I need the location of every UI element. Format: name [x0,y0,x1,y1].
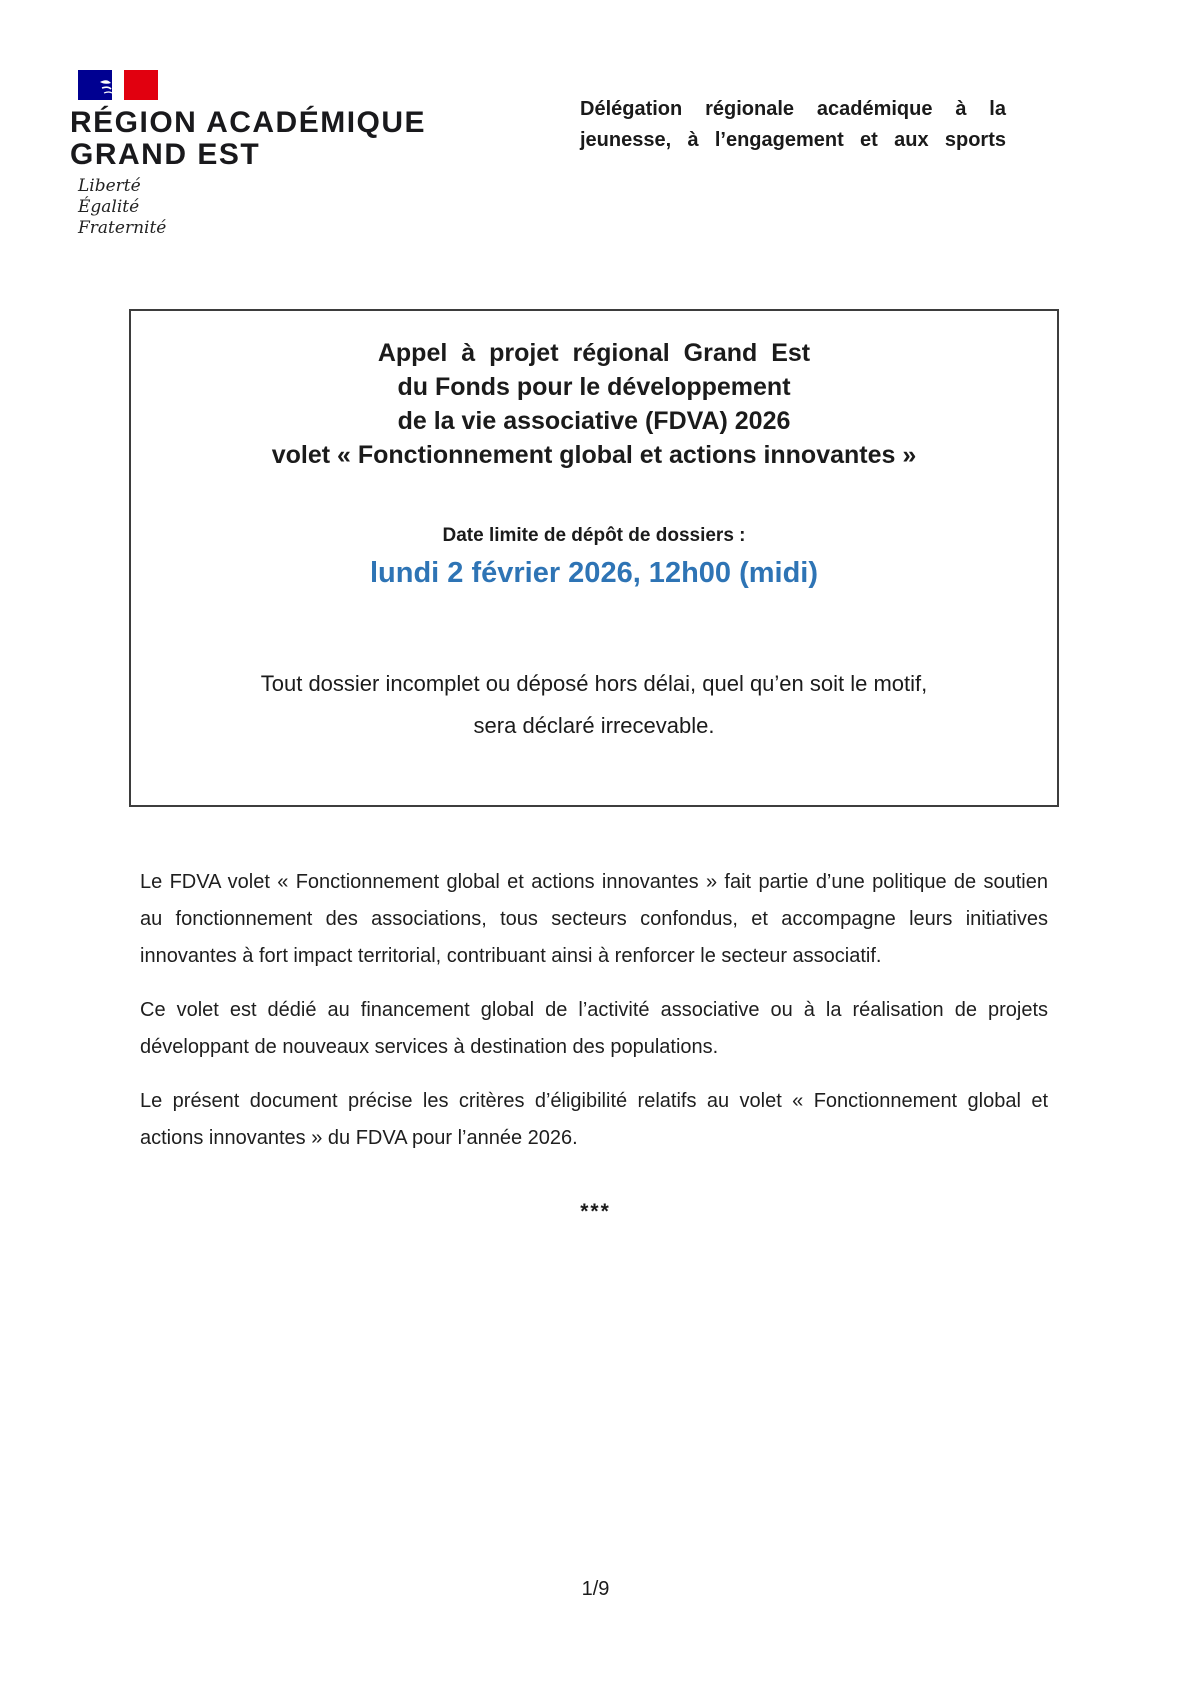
body-paragraph-3: Le présent document précise les critères d’éligibilité relatifs au volet « Fonctionnement global et actions innovantes » du FDVA pour l’année 2026. [140,1090,1048,1149]
call-for-projects-title [131,336,1057,472]
deadline-date: lundi 2 février 2026, 12h00 (midi) [369,557,819,589]
motto-liberte: Liberté [78,176,141,196]
rejection-warning-line2: sera déclaré irrecevable. [473,713,715,738]
french-flag-icon [78,70,158,100]
title-line-3: de la vie associative (FDVA) 2026 [397,407,791,435]
body-text [140,864,1048,1174]
motto-egalite: Égalité [78,197,140,217]
region-name-line2: GRAND EST [70,138,261,171]
title-line-2: du Fonds pour le développement [397,373,791,401]
delegation-header-line2: jeunesse, à l’engagement et aux sports [580,129,1006,151]
section-separator: *** [580,1200,611,1223]
title-line-4: volet « Fonctionnement global et actions innovantes » [271,441,917,469]
title-line-1: Appel à projet régional Grand Est [377,339,811,367]
motto-fraternite: Fraternité [78,218,167,238]
body-paragraph-2: Ce volet est dédié au financement global de l’activité associative ou à la réalisation de projets développant de nouveaux services à destination des populations. [140,999,1048,1058]
page-number: 1/9 [581,1578,610,1600]
delegation-header [580,94,1006,156]
delegation-header-line1: Délégation régionale académique à la [580,98,1006,120]
region-name-line1: RÉGION ACADÉMIQUE [70,106,427,139]
republic-motto [78,176,166,239]
notice-box [129,309,1059,807]
rejection-warning-line1: Tout dossier incomplet ou déposé hors délai, quel qu’en soit le motif, [260,671,928,696]
deadline-label: Date limite de dépôt de dossiers : [442,525,746,546]
body-paragraph-1: Le FDVA volet « Fonctionnement global et actions innovantes » fait partie d’une politique de soutien au fonctionnement des associations, tous secteurs confondus, et accompagne leurs initiatives innovantes à fort impact territorial, contribuant ainsi à renforcer le secteur associatif. [140,871,1048,967]
